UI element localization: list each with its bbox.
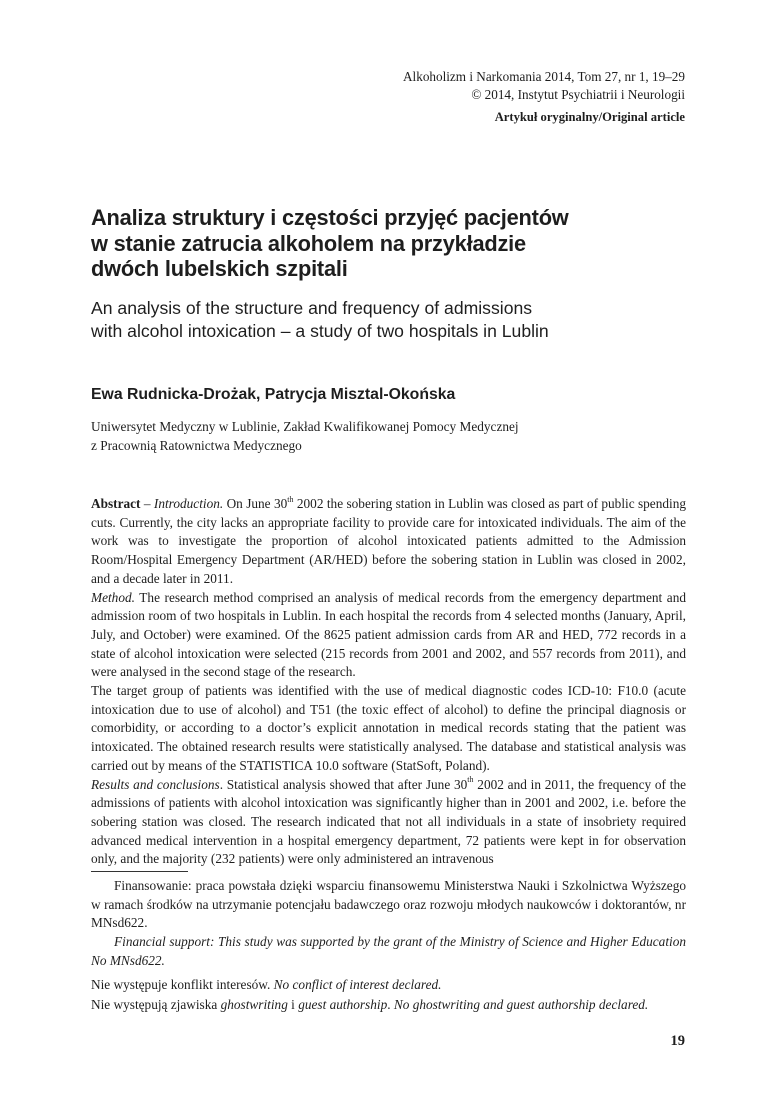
ghostwriting-polish: Nie występują zjawiska bbox=[91, 996, 221, 1012]
title-polish bbox=[91, 205, 691, 282]
abstract bbox=[91, 495, 686, 869]
results-label: Results and conclusions bbox=[91, 776, 220, 792]
article-type-label: Artykuł oryginalny/Original article bbox=[494, 110, 685, 124]
results-text: . Statistical analysis showed that after June 30 bbox=[219, 776, 468, 792]
journal-header bbox=[403, 68, 685, 103]
title-english-line: An analysis of the structure and frequency of admissions bbox=[91, 298, 533, 318]
abstract-label: Abstract bbox=[91, 496, 141, 511]
funding-english-text: Financial support: This study was supported by the grant of the Ministry of Science and Higher Education No MNsd622. bbox=[91, 934, 686, 968]
conflict-polish: Nie występuje konflikt interesów. bbox=[91, 977, 274, 992]
affiliation-line: Uniwersytet Medyczny w Lublinie, Zakład Kwalifikowanej Pomocy Medycznej bbox=[91, 419, 519, 434]
conflict-of-interest-line bbox=[91, 975, 691, 995]
title-english bbox=[91, 297, 691, 343]
title-english-line: with alcohol intoxication – a study of two hospitals in Lublin bbox=[91, 321, 549, 341]
funding-footnote bbox=[91, 877, 686, 971]
results-text: 2002 and in 2011, the frequency of the admissions of patients with alcohol intoxication was significantly higher than in 2001 and 2002, i.e. before the sobering station was closed. The research indicated that not all individuals in a state of insobriety required advanced medical intervention in a hospital emergency department, 72 patients were kept in for observation only, and the majority (232 patients) were only administered an intravenous bbox=[91, 776, 686, 867]
title-polish-line: Analiza struktury i częstości przyjęć pacjentów bbox=[91, 205, 569, 230]
page-number: 19 bbox=[670, 1033, 685, 1049]
title-polish-line: dwóch lubelskich szpitali bbox=[91, 256, 348, 281]
ghostwriting-term: ghostwriting bbox=[220, 996, 288, 1012]
conjunction: i bbox=[287, 996, 299, 1012]
introduction-text: 2002 the sobering station in Lublin was closed as part of public spending cuts. Currently, the city lacks an appropriate facility to provide care for intoxicated individuals. The aim of the work was to investigate the proportion of alcohol intoxicated patients admitted to the Admission Room/Hospital Emergency Department (AR/HED) before the sobering station in Lublin was closed in 2002, and a decade later in 2011. bbox=[91, 496, 687, 586]
method-text: The research method comprised an analysis of medical records from the emergency department and admission room of two hospitals in Lublin. In each hospital the records from 4 selected months (January, April, July, and October) were examined. Of the 8625 patient admission cards from AR and HED, 772 records in a state of alcohol intoxication were selected (215 records from 2001 and 2002, and 557 records from 2011), and were analysed in the second stage of the research. bbox=[91, 589, 686, 680]
method-label: Method. bbox=[91, 589, 135, 605]
footnote-divider bbox=[91, 871, 188, 872]
conflict-english: No conflict of interest declared. bbox=[273, 977, 442, 992]
title-polish-line: w stanie zatrucia alkoholem na przykładzie bbox=[91, 230, 526, 256]
ghostwriting-line bbox=[91, 995, 691, 1015]
introduction-label: Introduction. bbox=[153, 496, 224, 511]
abstract-target-group: The target group of patients was identified with the use of medical diagnostic codes ICD-10: F10.0 (acute intoxication due to use of alcohol) and T51 (the toxic effect of alcohol) to define the principal diagnosis or comorbidity, or according to a doctor’s explicit annotation in medical records stating that the patient was intoxicated. The obtained research results were statistically analysed. The database and statistical analysis was carried out by means of the STATISTICA 10.0 software (StatSoft, Poland). bbox=[91, 683, 686, 773]
affiliation-line: z Pracownią Ratownictwa Medycznego bbox=[91, 438, 302, 453]
introduction-text: On June 30 bbox=[223, 496, 288, 511]
abstract-introduction bbox=[91, 495, 686, 589]
guest-authorship-term: guest authorship bbox=[298, 996, 388, 1012]
ordinal-suffix: th bbox=[467, 775, 474, 785]
ordinal-suffix: th bbox=[287, 494, 294, 504]
ghostwriting-english: No ghostwriting and guest authorship declared. bbox=[393, 996, 649, 1012]
affiliation bbox=[91, 417, 519, 455]
abstract-method bbox=[91, 589, 686, 683]
declarations bbox=[91, 975, 691, 1014]
copyright-line: © 2014, Instytut Psychiatrii i Neurologii bbox=[471, 86, 685, 102]
journal-citation: Alkoholizm i Narkomania 2014, Tom 27, nr 1, 19–29 bbox=[403, 69, 685, 84]
abstract-results bbox=[91, 776, 686, 870]
separator: . bbox=[387, 996, 394, 1012]
funding-polish: Finansowanie: praca powstała dzięki wsparciu finansowemu Ministerstwa Nauki i Szkolnictwa Wyższego w ramach środków na utrzymanie potencjału badawczego oraz rozwoju młodych naukowców i doktorantów, nr MNsd622. bbox=[91, 878, 686, 931]
abstract-dash: – bbox=[140, 496, 154, 511]
funding-english bbox=[91, 933, 686, 970]
authors: Ewa Rudnicka-Drożak, Patrycja Misztal-Okońska bbox=[91, 386, 456, 403]
